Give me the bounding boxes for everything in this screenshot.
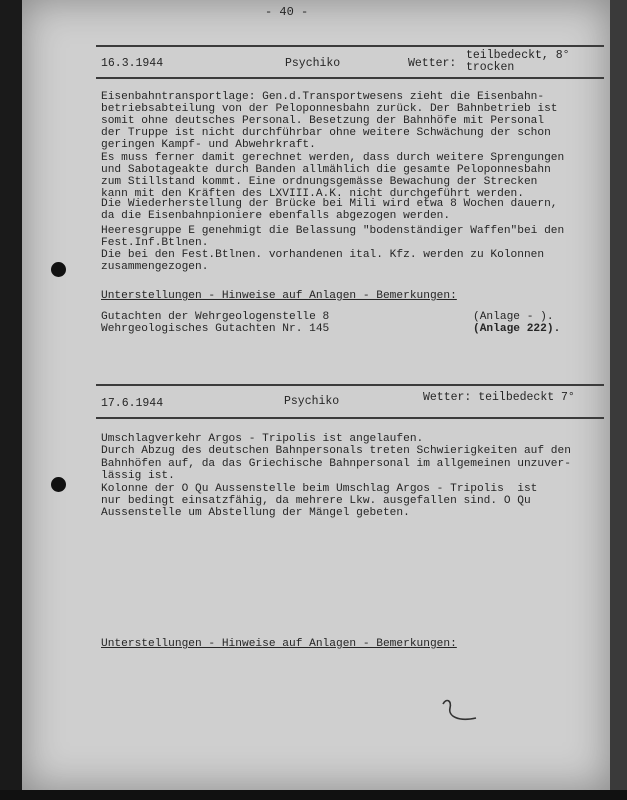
weather-value-1: teilbedeckt, 8° (466, 49, 570, 62)
header-rule-bottom (96, 417, 604, 419)
body-line: somit ohne deutsches Personal. Besetzung der Bahnhöfe mit Personal (101, 115, 545, 128)
entry-location: Psychiko (285, 57, 341, 70)
header-rule-bottom (96, 77, 604, 79)
entry-date: 16.3.1944 (101, 57, 164, 70)
weather-value: Wetter: teilbedeckt 7° (423, 391, 575, 404)
body-line: der Truppe ist nicht durchführbar ohne weitere Schwächung der schon (101, 127, 551, 140)
body-line: da die Eisenbahnpioniere ebenfalls abgezogen werden. (101, 210, 451, 223)
body-line: lässig ist. (101, 470, 175, 483)
body-line: betriebsabteilung von der Peloponnesbahn zurück. Der Bahnbetrieb ist (101, 103, 558, 116)
body-line: Umschlagverkehr Argos - Tripolis ist angelaufen. (101, 433, 424, 445)
entry-location: Psychiko (284, 395, 340, 408)
remarks-heading: Unterstellungen - Hinweise auf Anlagen - Bemerkungen: (101, 290, 457, 302)
scan-edge-bottom (0, 790, 627, 800)
body-line: Durch Abzug des deutschen Bahnpersonals treten Schwierigkeiten auf den (101, 445, 571, 458)
remark-line: Gutachten der Wehrgeologenstelle 8 (101, 311, 330, 323)
handwritten-mark-icon (440, 696, 480, 726)
body-line: Aussenstelle um Abstellung der Mängel gebeten. (101, 507, 410, 520)
remark-line: Wehrgeologisches Gutachten Nr. 145 (101, 323, 330, 335)
body-line: Kolonne der O Qu Aussenstelle beim Umschlag Argos - Tripolis ist (101, 482, 538, 495)
weather-label: Wetter: (408, 57, 457, 70)
scan-edge (610, 0, 627, 800)
body-line: zusammengezogen. (101, 261, 209, 274)
remarks-heading: Unterstellungen - Hinweise auf Anlagen - Bemerkungen: (101, 638, 457, 650)
header-rule-top (96, 384, 604, 386)
body-line: Bahnhöfen auf, da das Griechische Bahnpersonal im allgemeinen unzuver- (101, 457, 571, 470)
body-line: zum Stillstand kommt. Eine ordnungsgemässe Bewachung der Strecken (101, 175, 538, 188)
entry-date: 17.6.1944 (101, 397, 164, 410)
body-line: Die Wiederherstellung der Brücke bei Mili wird etwa 8 Wochen dauern, (101, 198, 558, 210)
body-line: Es muss ferner damit gerechnet werden, dass durch weitere Sprengungen (101, 151, 565, 164)
weather-value-2: trocken (466, 61, 515, 74)
body-line: geringen Kampf- und Abwehrkraft. (101, 139, 316, 152)
punch-hole (51, 262, 66, 277)
body-line: und Sabotageakte durch Banden allmählich die gesamte Peloponnesbahn (101, 163, 551, 176)
anlage-reference: (Anlage 222). (473, 323, 561, 335)
body-line: Eisenbahntransportlage: Gen.d.Transportwesens zieht die Eisenbahn- (101, 91, 545, 103)
body-line: kann mit den Kräften des LXVIII.A.K. nicht durchgeführt werden. (101, 187, 524, 200)
body-line: Die bei den Fest.Btlnen. vorhandenen ital. Kfz. werden zu Kolonnen (101, 249, 545, 262)
page-number: - 40 - (265, 5, 309, 19)
anlage-reference: (Anlage - ). (473, 311, 554, 323)
body-line: Heeresgruppe E genehmigt die Belassung "bodenständiger Waffen"bei den (101, 225, 565, 237)
body-line: Fest.Inf.Btlnen. (101, 237, 209, 250)
header-rule-top (96, 45, 604, 47)
body-line: nur bedingt einsatzfähig, da mehrere Lkw. ausgefallen sind. O Qu (101, 495, 531, 507)
punch-hole (51, 477, 66, 492)
